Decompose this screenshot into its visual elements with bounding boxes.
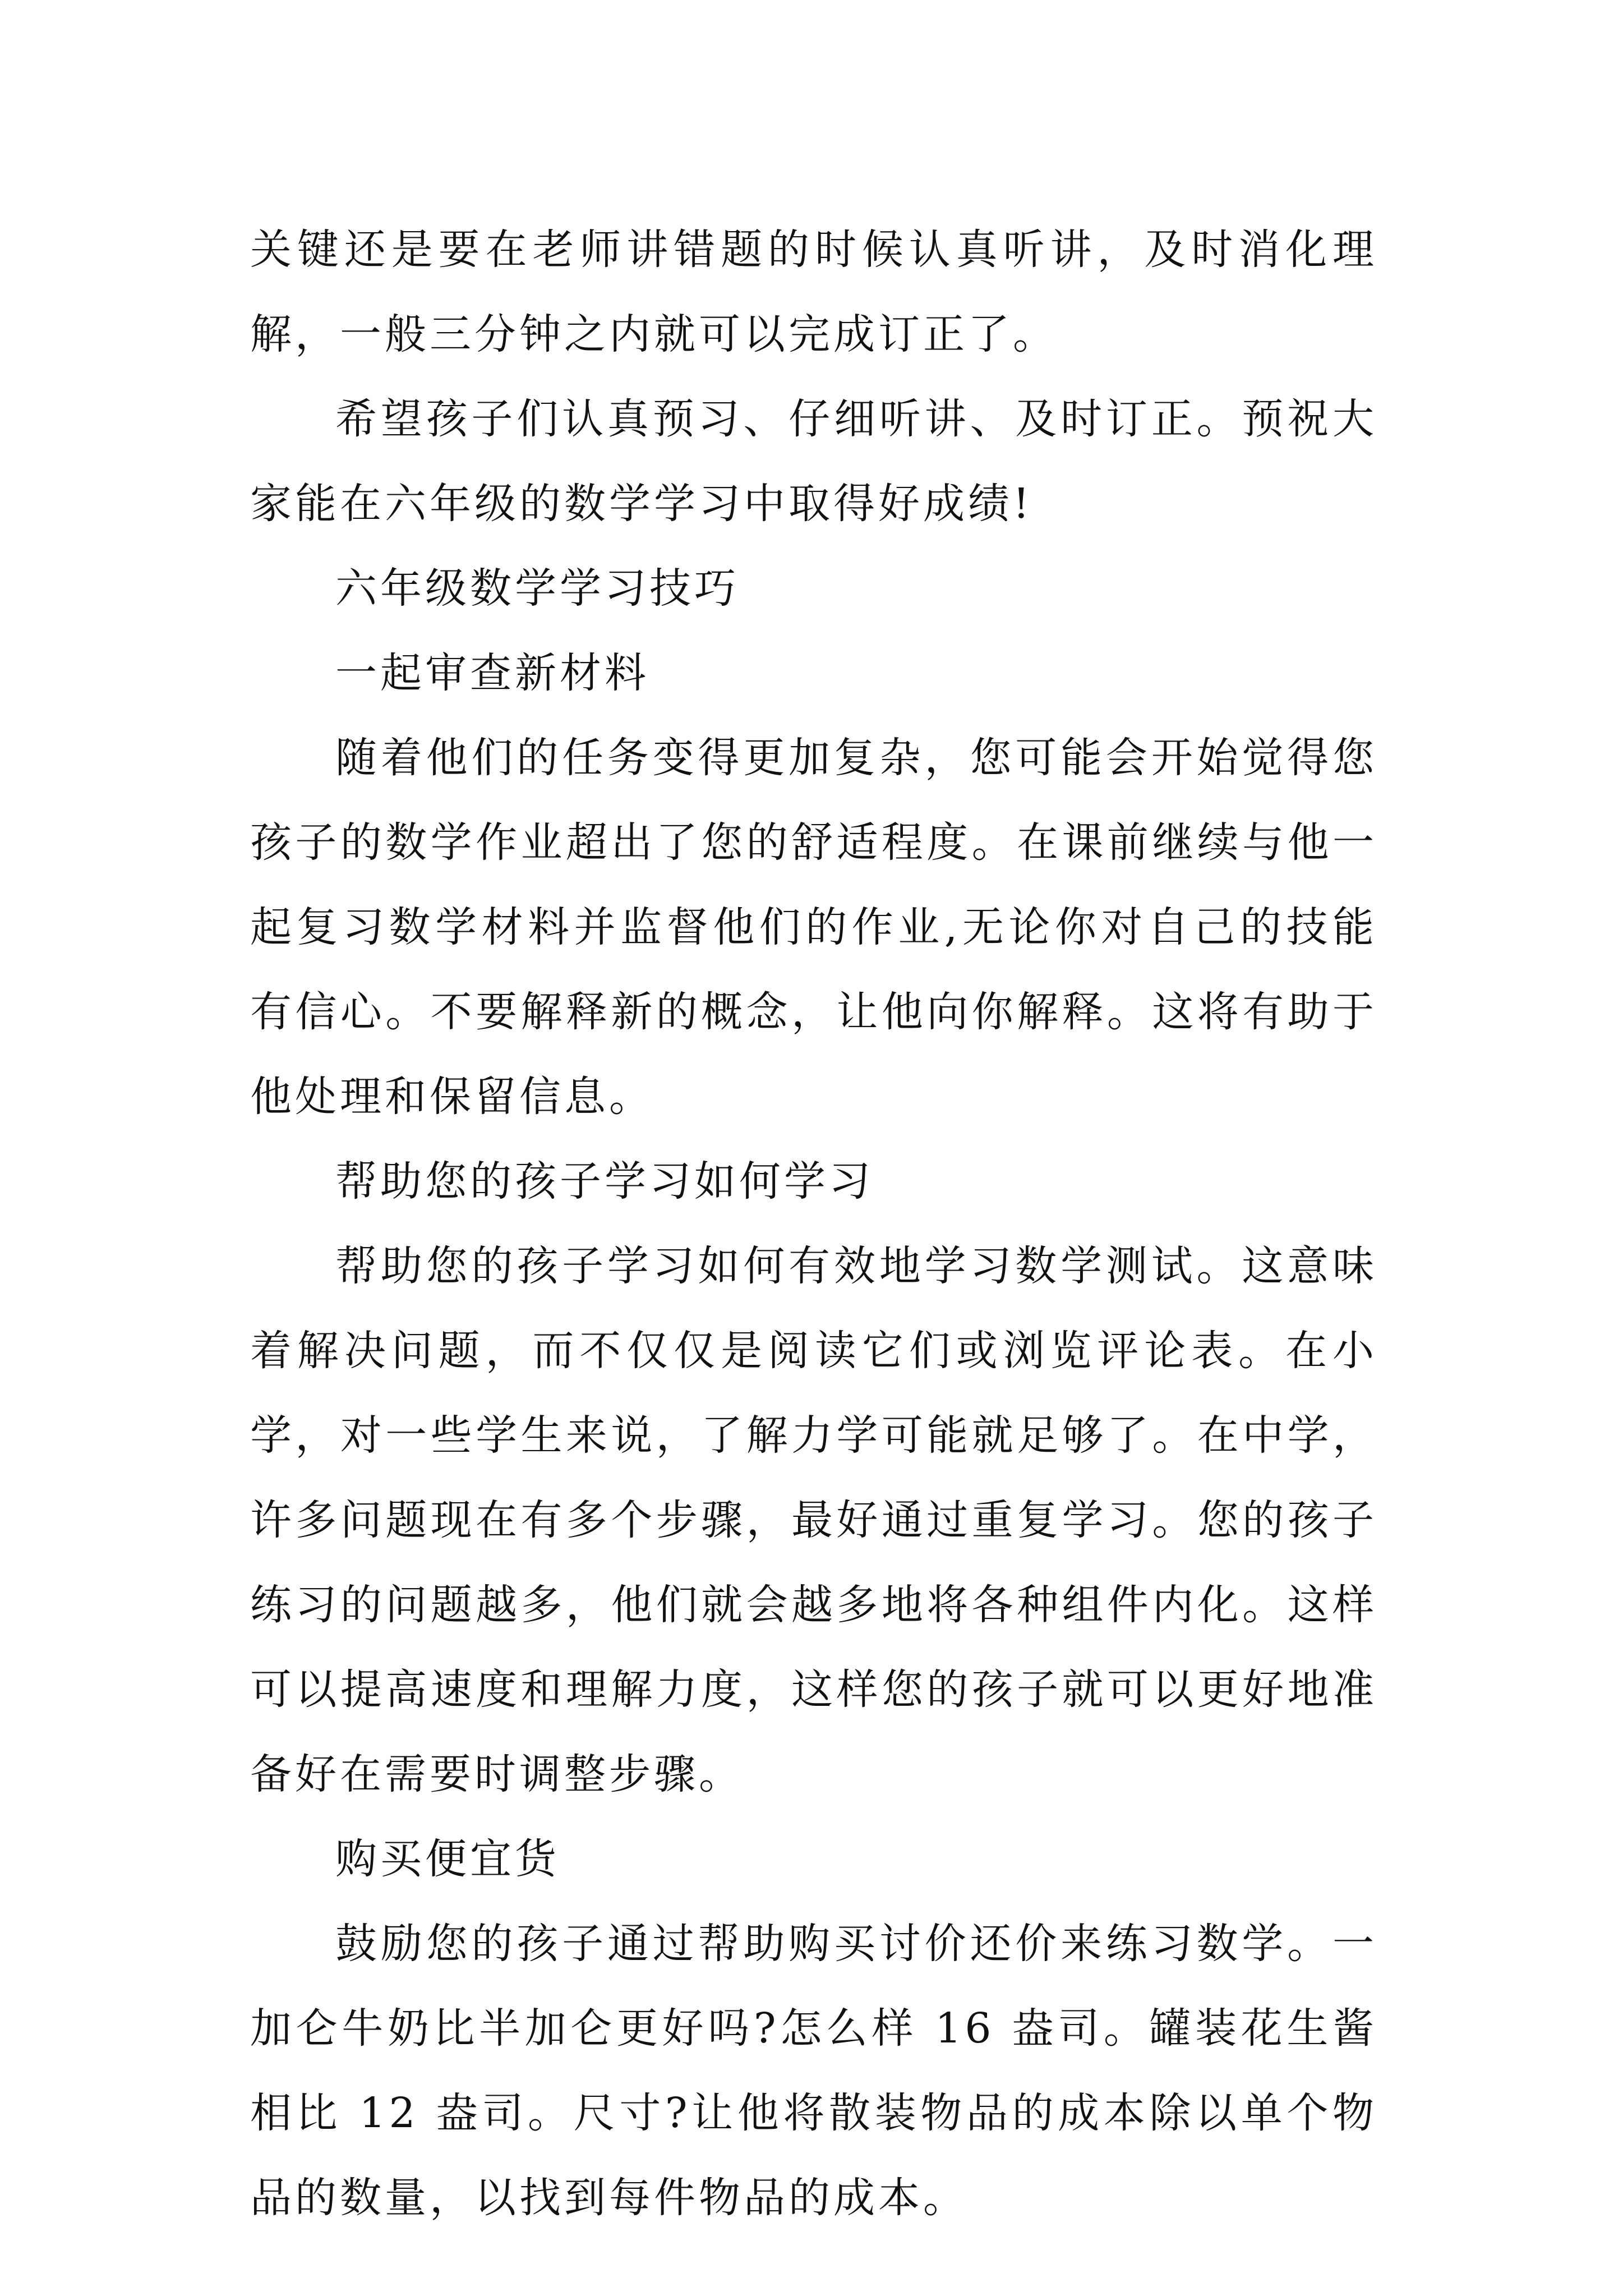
paragraph-error-correction-end: 关键还是要在老师讲错题的时候认真听讲，及时消化理解，一般三分钟之内就可以完成订正了。 [250, 226, 1377, 358]
paragraph-closing-wishes: 希望孩子们认真预习、仔细听讲、及时订正。预祝大家能在六年级的数学学习中取得好成绩! [250, 395, 1377, 528]
section-title-grade6-math-tips: 六年级数学学习技巧 [335, 564, 739, 613]
subheading-learn-how-to-study: 帮助您的孩子学习如何学习 [335, 1157, 874, 1205]
paragraph-learn-how-to-study: 帮助您的孩子学习如何有效地学习数学测试。这意味着解决问题，而不仅仅是阅读它们或浏览评论表。在小学，对一些学生来说，了解力学可能就足够了。在中学，许多问题现在有多个步骤，最好通过重复学习。您的孩子练习的问题越多，他们就会越多地将各种组件内化。这样可以提高速度和理解力度，这样您的孩子就可以更好地准备好在需要时调整步骤。 [250, 1242, 1377, 1798]
subheading-review-new-material: 一起审查新材料 [335, 649, 649, 697]
paragraph-review-new-material: 随着他们的任务变得更加复杂，您可能会开始觉得您孩子的数学作业超出了您的舒适程度。在课前继续与他一起复习数学材料并监督他们的作业,无论你对自己的技能有信心。不要解释新的概念，让他向你解释。这将有助于他处理和保留信息。 [250, 734, 1377, 1121]
document-body [250, 208, 1377, 2240]
paragraph-shop-bargains: 鼓励您的孩子通过帮助购买讨价还价来练习数学。一加仑牛奶比半加仑更好吗?怎么样 16 盎司。罐装花生酱相比 12 盎司。尺寸?让他将散装物品的成本除以单个物品的数量，以找到每件物品的成本。 [250, 1920, 1377, 2222]
subheading-shop-bargains: 购买便宜货 [335, 1835, 560, 1883]
